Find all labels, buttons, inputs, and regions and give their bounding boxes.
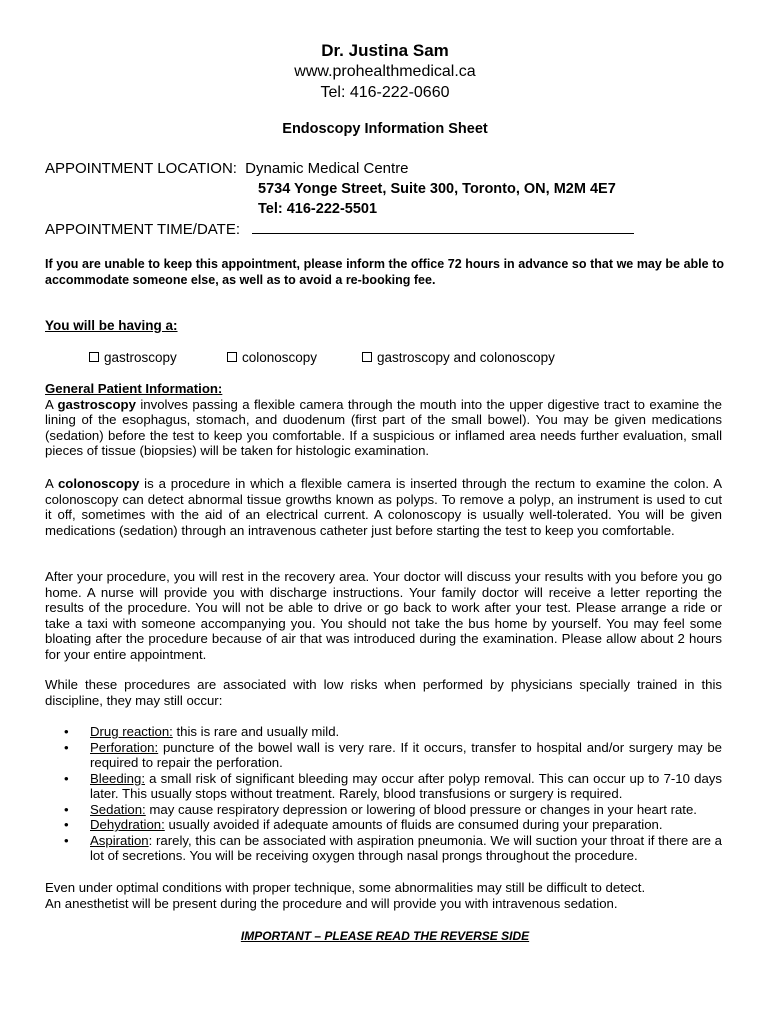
list-item: • Drug reaction: this is rare and usually mild. [64, 724, 340, 739]
option-label: colonoscopy [242, 350, 318, 365]
bullet-icon: • [64, 724, 69, 739]
procedure-heading: You will be having a: [45, 318, 178, 333]
office-phone: Tel: 416-222-0660 [320, 84, 450, 101]
bullet-icon: • [64, 770, 69, 786]
bullet-icon: • [64, 817, 69, 832]
general-info-heading: General Patient Information: [45, 381, 223, 396]
risk-term: Drug reaction: [90, 724, 173, 739]
list-item: • Sedation: may cause respiratory depression or lowering of blood pressure or changes in your heart rate. [64, 801, 697, 817]
closing-statements [45, 880, 722, 911]
time-date-blank-line[interactable] [252, 219, 634, 234]
colonoscopy-term: colonoscopy [57, 476, 140, 491]
doctor-name: Dr. Justina Sam [321, 41, 449, 60]
checkbox-icon[interactable] [89, 352, 99, 362]
website: www.prohealthmedical.ca [294, 63, 476, 80]
option-gastroscopy[interactable] [89, 350, 177, 365]
gastroscopy-paragraph: A gastroscopy involves passing a flexible camera through the mouth into the upper digestive tract to examine the lining of the esophagus, stomach, and duodenum (first part of the small bowel). You may be given medications (sedation) before the test to keep you comfortable. If a suspicious or inflamed area needs further evaluation, small pieces of tissue (biopsies) will be taken for histologic examination. [45, 396, 722, 458]
page-title: Endoscopy Information Sheet [282, 121, 488, 137]
option-label: gastroscopy [104, 350, 177, 365]
risk-term: Sedation: [90, 801, 146, 817]
list-item: • Bleeding: a small risk of significant bleeding may occur after polyp removal. This can occur up to 7-10 days later. This usually stops without treatment. Rarely, blood transfusions or surgery is required. [64, 770, 722, 801]
detection-note: Even under optimal conditions with proper technique, some abnormalities may still be difficult to detect. [45, 880, 646, 895]
bullet-icon: • [64, 739, 69, 755]
checkbox-icon[interactable] [227, 352, 237, 362]
location-phone: Tel: 416-222-5501 [258, 201, 378, 217]
appointment-block [45, 159, 735, 239]
option-label: gastroscopy and colonoscopy [377, 350, 555, 365]
bullet-icon: • [64, 832, 69, 848]
location-name: Dynamic Medical Centre [245, 160, 409, 177]
risk-term: Dehydration: [90, 817, 165, 832]
general-info-section [45, 381, 722, 459]
option-gastro-and-colonoscopy[interactable] [362, 350, 555, 365]
cancellation-notice: If you are unable to keep this appointment, please inform the office 72 hours in advance so that we may be able to accommodate someone else, as well as to avoid a re-booking fee. [45, 257, 724, 287]
risk-term: Bleeding: [90, 770, 145, 786]
anesthetist-note: An anesthetist will be present during the procedure and will provide you with intravenous sedation. [45, 895, 618, 911]
time-date-label: APPOINTMENT TIME/DATE: [45, 221, 241, 238]
after-procedure-paragraph: After your procedure, you will rest in the recovery area. Your doctor will discuss your results with you before you go home. A nurse will provide you with discharge instructions. Your family doctor will receive a letter reporting the results of the procedure. You will not be able to drive or go back to work after your test. Please arrange a ride or take a taxi with someone accompanying you. You should not take the bus home by yourself. You may feel some bloating after the procedure because of air that was introduced during the examination. Please allow about 2 hours for your entire appointment. [45, 569, 722, 662]
list-item: • Aspiration: rarely, this can be associated with aspiration pneumonia. We will suction your throat if there are a lot of secretions. You will be receiving oxygen through nasal prongs throughout the procedure. [64, 832, 722, 863]
checkbox-icon[interactable] [362, 352, 372, 362]
risk-term: Aspiration [90, 832, 149, 848]
gastroscopy-term: gastroscopy [57, 396, 136, 412]
letterhead [0, 40, 770, 103]
list-item: • Perforation: puncture of the bowel wall is very rare. If it occurs, transfer to hospital and/or surgery may be required to repair the perforation. [64, 739, 722, 770]
colonoscopy-paragraph: A colonoscopy is a procedure in which a flexible camera is inserted through the rectum to examine the colon. A colonoscopy can detect abnormal tissue growths known as polyps. To remove a polyp, an instrument is used to cut it off, sometimes with the aid of an electrical current. A colonoscopy is usually well-tolerated. You will be given medications (sedation) through an intravenous catheter just before starting the test to keep you comfortable. [45, 476, 722, 538]
list-item: • Dehydration: usually avoided if adequate amounts of fluids are consumed during your preparation. [64, 817, 663, 832]
location-address: 5734 Yonge Street, Suite 300, Toronto, ON, M2M 4E7 [258, 181, 616, 197]
option-colonoscopy[interactable] [227, 350, 317, 365]
risk-term: Perforation: [90, 739, 159, 755]
risks-intro-paragraph: While these procedures are associated with low risks when performed by physicians specially trained in this discipline, they may still occur: [45, 677, 722, 708]
reverse-side-notice: IMPORTANT – PLEASE READ THE REVERSE SIDE [240, 929, 530, 943]
bullet-icon: • [64, 801, 69, 817]
risks-list [45, 724, 722, 864]
location-label: APPOINTMENT LOCATION: [45, 160, 237, 177]
